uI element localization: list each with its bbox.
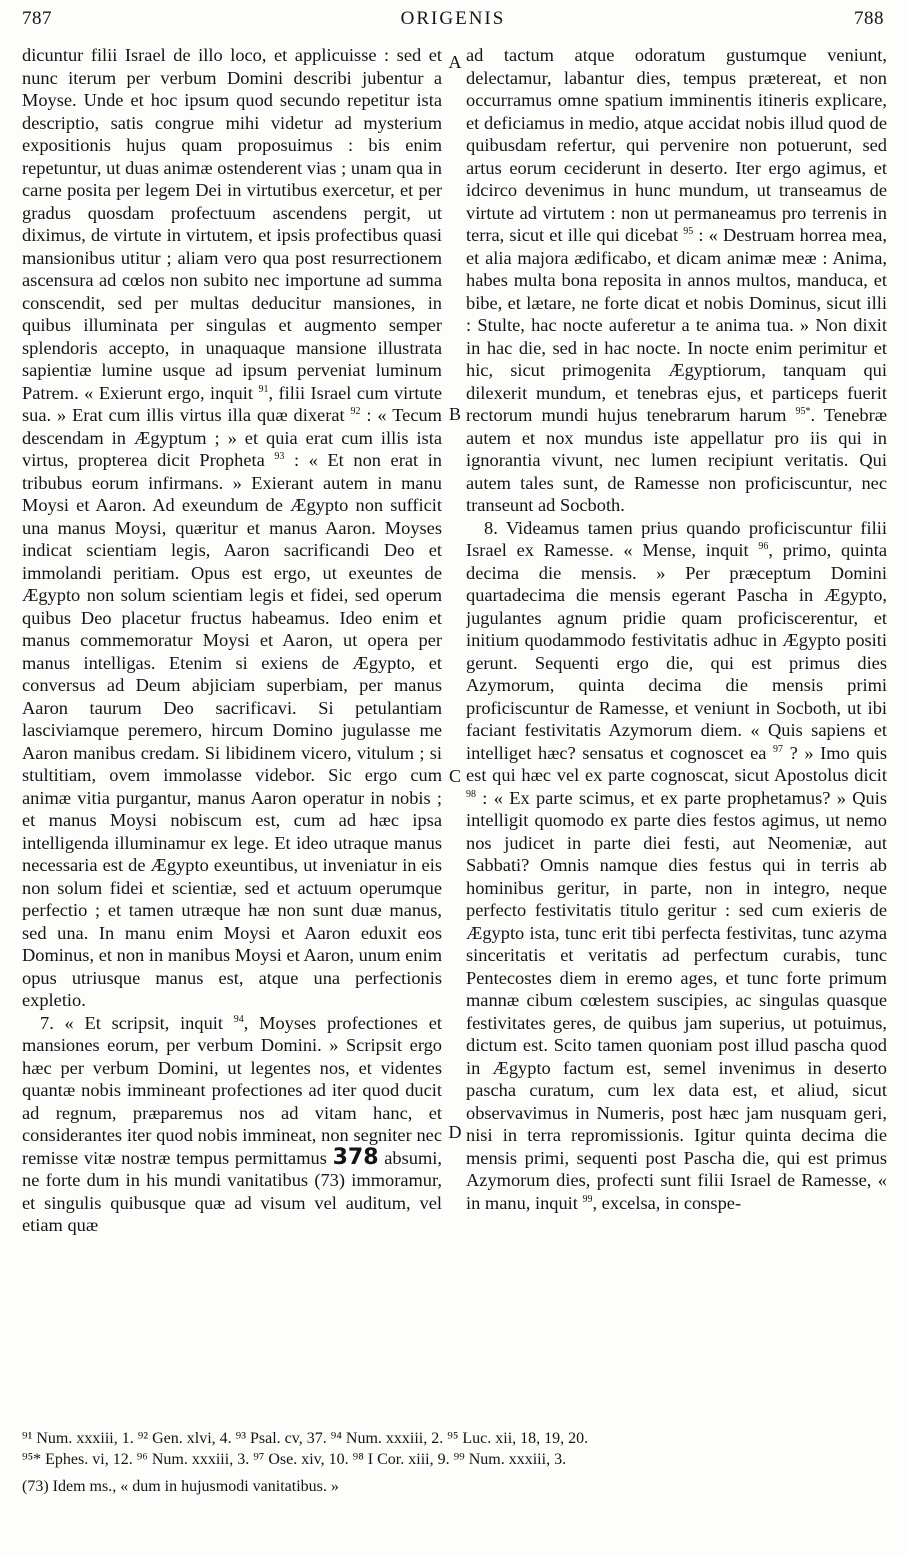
paragraph-right-1 bbox=[466, 44, 887, 517]
footnote-ref: 98 bbox=[466, 788, 476, 800]
editor-note: (73) Idem ms., « dum in hujusmodi vanitatibus. » bbox=[22, 1478, 339, 1495]
signature-mark: 378 bbox=[332, 1144, 379, 1170]
paragraph-left-1 bbox=[22, 44, 442, 1012]
text-run: 8. Videamus tamen prius quando proficiscuntur filii Israel ex Ramesse. « Mense, inquit bbox=[466, 517, 887, 560]
footnote-ref: 94 bbox=[233, 1013, 244, 1025]
footnote-ref: 95* bbox=[795, 405, 811, 417]
page-number-right: 788 bbox=[854, 8, 884, 29]
text-run: dicuntur filii Israel de illo loco, et applicuisse : sed et nunc iterum per verbum Domini describi jubentur a Moyse. Unde et hoc ipsum quod secundo repetitur ista descriptio, satis congrue mihi videtur ad mysterium expositionis hujus quam proposuimus : bis enim repetuntur, ut duas animæ ostenderent vias ; unam qua in carne posita per legem Dei in virtutibus exercetur, et per gradus quosdam profectuum ascendens pergit, ut diximus, de virtute in virtutem, et ipsis profectibus quasi mansionibus utitur ; aliam vero qua post resurrectionem ascensura ad cœlos non subito nec importune ad summa conscendit, sed per multas deducitur mansiones, in quibus illuminata per singulas et augmento semper splendoris accepto, in unaquaque mansione illustrata sapientiæ lumine usque ad ipsum perveniat luminum Patrem. « Exierunt ergo, inquit bbox=[22, 45, 442, 403]
text-run: , primo, quinta decima die mensis. » Per præceptum Domini quartadecima die mensis egerant Pascha in Ægypto, jugulantes agnum pridie quam proficiscerentur, et initium quodammodo festivitatis adhuc in Ægypto positi gerunt. Sequenti ergo die, qui est primus dies Azymorum, quinta decima die mensis primi proficiscuntur de Ramesse, et veniunt in Socboth, ut ibi faciant festivitatis Azymorum diem. « Quis sapiens et intelliget hæc? sensatus et cognoscet ea bbox=[466, 540, 887, 763]
text-run: . Tenebræ autem et nox mundus iste appellatur pro iis qui in ignorantia vivunt, nec lumen recipiunt veritatis. Qui autem tales sunt, de Ramesse non proficiscuntur, nec transeunt ad Socboth. bbox=[466, 405, 887, 515]
footnote-ref: 99 bbox=[582, 1193, 593, 1205]
footnote-ref: 97 bbox=[773, 743, 784, 755]
text-run: ad tactum atque odoratum gustumque veniunt, delectamur, labantur dies, tempus prætereat, et non occurramus omne spatium imminentis itineris explicare, et deficiamus in medio, atque accidat nobis illud quod de quibusdam refertur, qui pervenire non potuerunt, sed artus eorum ceciderunt in deserto. Iter ergo agimus, et idcirco devenimus in hunc mundum, ut transeamus de virtute ad virtutem : non ut permaneamus pro terrenis in terra, sicut et ille qui dicebat bbox=[466, 45, 887, 245]
text-run: : « Et non erat in tribubus eorum infirmans. » Exierant autem in manu Moysi et Aaron. Ad exeundum de Ægypto non sufficit una manus Moysi, quæritur et manus Aaron. Moyses indicat scientiam legis, Aaron sacrificandi Deo et immolandi peritiam. Opus est ergo, ut exeuntes de Ægypto non solum scientiam legis et fidei, sed operum quibus Deo placetur fructus habeamus. Ideo enim et manus commemoratur Moysi et Aaron, ut opera per manus intelligas. Etenim si exiens de Ægypto, et conversus ad Deum abjiciam superbiam, per manus Aaron taurum Deo sacrificavi. Si petulantiam lasciviamque peremero, hircum Domino jugulasse me Aaron manibus credam. Si libidinem vicero, vitulum ; si stultitiam, ovem immolasse videbor. Sic ergo cum animæ vitia purgantur, manus Aaron operatur in nobis ; et manus Moysi nobiscum est, cum ad hæc ipsa intelligenda illuminamur ex lege. Et ideo utraque manus necessaria est de Ægypto exeuntibus, ut inveniatur in eis non solum fidei et scientiæ, sed et actuum operumque perfectio ; et tamen utræque hæ non sunt duæ manus, sed una. In manu enim Moysi et Aaron eduxit eos Dominus, et non in manibus Moysi et Aaron, unum enim opus utriusque manus est, atque una perfectionis expletio. bbox=[22, 450, 442, 1010]
footnote-line-1: ⁹¹ Num. xxxiii, 1. ⁹² Gen. xlvi, 4. ⁹³ Psal. cv, 37. ⁹⁴ Num. xxxiii, 2. ⁹⁵ Luc. xii, 18, 19, 20. bbox=[22, 1430, 589, 1447]
text-run: , Moyses profectiones et mansiones eorum, per verbum Domini. » Scripsit ergo hæc per verbum Domini, ut legentes nos, et videntes quantæ nobis immineant profectiones ad iter quod ducit ad regnum, præparemus nos ad vitam hanc, et considerantes iter quod nobis immineat, non segniter nec remisse vitæ nostræ tempus permittamus bbox=[22, 1012, 442, 1168]
paragraph-left-7 bbox=[22, 1012, 442, 1237]
text-run: 7. « Et scripsit, inquit bbox=[40, 1012, 234, 1033]
text-run: ? » Imo quis est qui hæc vel ex parte cognoscat, sicut Apostolus dicit bbox=[466, 742, 887, 785]
paragraph-right-8 bbox=[466, 517, 887, 1215]
left-column bbox=[22, 44, 442, 1424]
text-run: absumi, ne forte dum in his mundi vanitatibus (73) immoramur, et singulis quibusque quæ ad visum vel auditum, vel etiam quæ bbox=[22, 1147, 442, 1235]
margin-letter-a: A bbox=[448, 52, 462, 72]
text-run: : « Tecum descendam in Ægyptum ; » et quia erat cum illis ista virtus, propterea dicit Propheta bbox=[22, 405, 442, 470]
margin-letter-d: D bbox=[448, 1122, 462, 1142]
margin-letter-c: C bbox=[448, 766, 461, 786]
footnote-ref: 92 bbox=[350, 405, 361, 417]
footnote-ref: 91 bbox=[258, 383, 269, 395]
text-run: : « Destruam horrea mea, et alia majora ædificabo, et dicam animæ meæ : Anima, habes multa bona reposita in annos multos, manduca, et bibe, et lætare, ne forte dicat et nobis Dominus, sicut illi : Stulte, hac nocte auferetur a te anima tua. » Non dixit in hac die, sed in hac nocte. In nocte enim perimitur et hic, sicut primogenita Ægyptiorum, tanquam qui dilexerit mundum, et tenebras ejus, et particeps fuerit rectorum mundi hujus tenebrarum harum bbox=[466, 225, 887, 425]
footnote-ref: 96 bbox=[758, 540, 769, 552]
text-run: : « Ex parte scimus, et ex parte prophetamus? » Quis intelligit quomodo ex parte dies festos agimus, ut nemo nos judicet in parte diei festi, aut Neomeniæ, aut Sabbati? Omnis namque dies festus qui in terris ab hominibus geritur, in parte, non in integro, neque perfecto festivitatis titulo geritur : sed cum exieris de Ægypto ista, tunc erit tibi perfecta festivitas, tunc azyma sinceritatis et veritatis ad perfectum curabis, tunc Pentecostes diem in eremo ages, et tunc forte primum mannæ cibum cœlestem suscipies, ac singulas quasque festivitates geres, de quibus jam superius, ut potuimus, dictum est. Scito tamen quoniam post illud pascha quod in Ægypto factum est, semel invenimus in deserto pascha curatum, cum lex data est, et aliud, sicut observavimus in Numeris, post hæc jam nusquam geri, nisi in terra repromissionis. Igitur quinta decima die mensis primi, sequenti post Pascha die, qui est primus Azymorum dies, profecti sunt filii Israel de Ramesse, « in manu, inquit bbox=[466, 787, 887, 1213]
margin-letter-b: B bbox=[448, 404, 461, 424]
page-number-left: 787 bbox=[22, 8, 52, 29]
footnote-line-2: ⁹⁵* Ephes. vi, 12. ⁹⁶ Num. xxxiii, 3. ⁹⁷ Ose. xiv, 10. ⁹⁸ I Cor. xiii, 9. ⁹⁹ Num. xxxiii, 3. bbox=[22, 1451, 567, 1468]
right-column bbox=[466, 44, 887, 1424]
footnote-ref: 95 bbox=[683, 225, 694, 237]
text-run: , excelsa, in conspe- bbox=[592, 1192, 742, 1213]
footnote-ref: 93 bbox=[274, 450, 285, 462]
text-run: , filii Israel cum virtute sua. » Erat cum illis virtus illa quæ dixerat bbox=[22, 382, 442, 425]
footnotes bbox=[22, 1428, 884, 1497]
page-header bbox=[22, 8, 884, 38]
running-title: ORIGENIS bbox=[400, 8, 506, 29]
